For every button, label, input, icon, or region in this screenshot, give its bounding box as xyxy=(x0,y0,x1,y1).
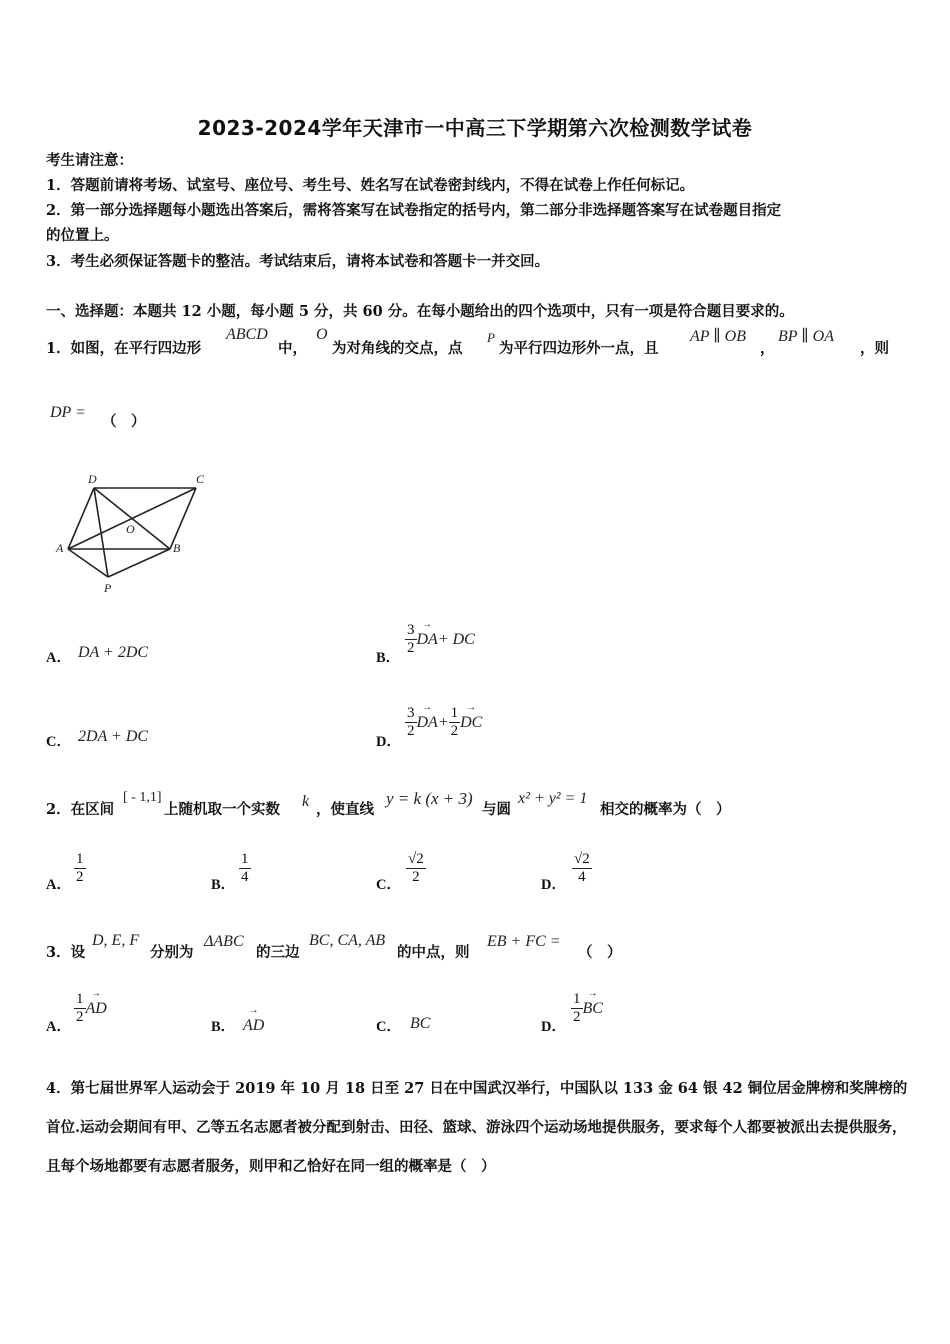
q3-answer-paren: （ ） xyxy=(578,944,622,961)
q3-math-sum: EB + FC = xyxy=(487,933,561,950)
edge-ap xyxy=(68,549,108,577)
q1-text-start: 1．如图，在平行四边形 xyxy=(46,340,202,357)
q4-text: 4．第七届世界军人运动会于 2019 年 10 月 18 日至 27 日在中国武汉举行，中国队以 133 金 64 银 42 铜位居金牌榜和奖牌榜的首位.运动会期间有甲、乙等五名志愿者被分配到射击、田径、篮球、游泳四个运动场地提供服务，要求每个人都要被派出去提供服务，且每个场地都要有志愿者服务，则甲和乙恰好在同一组的概率是（ ） xyxy=(46,1080,908,1175)
q3-option-d-fraction: $\frac{1}{2}$ xyxy=(573,991,581,1025)
q1-math-o: O xyxy=(316,326,328,343)
edge-bp xyxy=(108,549,170,577)
segment-dp xyxy=(94,488,108,577)
q2-option-d-fraction: $\frac{√2}{4}$ xyxy=(574,851,590,885)
label-c: C xyxy=(196,472,205,486)
q1-cond-2: BP ∥ OA xyxy=(778,328,834,345)
q1-text-1: 中， xyxy=(278,340,307,357)
q2-option-c-fraction: $\frac{√2}{2}$ xyxy=(408,851,424,885)
q3-option-c-label[interactable]: C． xyxy=(376,1019,401,1035)
q2-text-start: 2．在区间 xyxy=(46,801,115,818)
q2-option-b[interactable] xyxy=(239,851,251,886)
q2-option-d[interactable] xyxy=(572,851,592,886)
notice-item-2: 2．第一部分选择题每小题选出答案后，需将答案写在试卷指定的括号内，第二部分非选择题答案写在试卷题目指定 xyxy=(46,202,782,219)
label-a: A xyxy=(56,541,64,555)
q2-circle-equation: x² + y² = 1 xyxy=(518,790,588,807)
q2-option-a-label[interactable]: A． xyxy=(46,877,71,893)
q2-option-a[interactable] xyxy=(74,851,86,886)
q3-option-c[interactable]: BC xyxy=(410,1015,431,1032)
q3-option-d-vector-bc: → BC xyxy=(583,1000,603,1018)
q1-option-d-vector-dc: → DC xyxy=(460,714,482,732)
label-o: O xyxy=(126,522,135,536)
q2-option-c-label[interactable]: C． xyxy=(376,877,401,893)
q1-option-d[interactable] xyxy=(405,705,482,740)
q1-option-a[interactable]: DA + 2DC xyxy=(78,644,149,661)
q2-option-d-label[interactable]: D． xyxy=(541,877,566,893)
q3-option-a-vector-ad: → AD xyxy=(86,1000,107,1018)
q2-option-b-label[interactable]: B． xyxy=(211,877,236,893)
q2-text-3: 与圆 xyxy=(482,801,511,818)
q1-option-d-vector-da: → DA xyxy=(417,714,438,732)
q1-parallelogram-figure xyxy=(48,468,218,598)
q1-math-abcd: ABCD xyxy=(226,326,268,343)
q1-option-d-fraction-2: $\frac{1}{2}$ xyxy=(450,705,459,739)
q3-math-def: D, E, F xyxy=(92,932,140,949)
label-b: B xyxy=(173,541,181,555)
q1-cond-1: AP ∥ OB xyxy=(690,328,746,345)
q1-option-b-fraction: $\frac{3}{2}$ xyxy=(407,622,415,656)
q3-math-sides: BC, CA, AB xyxy=(309,932,386,949)
q3-option-d-label[interactable]: D． xyxy=(541,1019,566,1035)
notice-item-2-cont: 的位置上。 xyxy=(46,227,119,244)
q3-text-2: 的三边 xyxy=(256,944,300,961)
q1-math-dp: DP = xyxy=(50,404,86,421)
q1-answer-paren: （ ） xyxy=(102,413,146,430)
q2-option-b-fraction: $\frac{1}{4}$ xyxy=(241,851,249,885)
q1-option-d-plus: + xyxy=(437,714,449,731)
label-d: D xyxy=(88,472,97,486)
notice-item-3: 3．考生必须保证答题卡的整洁。考试结束后，请将本试卷和答题卡一并交回。 xyxy=(46,253,550,270)
diagonal-db xyxy=(94,488,170,549)
q1-option-c-label[interactable]: C． xyxy=(46,734,71,750)
q3-option-a-fraction: $\frac{1}{2}$ xyxy=(76,991,84,1025)
q1-option-d-label[interactable]: D． xyxy=(376,734,401,750)
q3-option-d[interactable] xyxy=(571,991,603,1026)
q2-option-c[interactable] xyxy=(406,851,426,886)
q2-interval: [ - 1,1] xyxy=(123,790,162,805)
q3-option-b-label[interactable]: B． xyxy=(211,1019,236,1035)
section-heading: 一、选择题：本题共 12 小题，每小题 5 分，共 60 分。在每小题给出的四个选项中，只有一项是符合题目要求的。 xyxy=(46,303,794,320)
edge-ad xyxy=(68,488,94,549)
q3-option-b[interactable]: → AD xyxy=(243,1017,264,1035)
q3-option-a-label[interactable]: A． xyxy=(46,1019,71,1035)
q3-option-a[interactable] xyxy=(74,991,107,1026)
q1-option-d-fraction-1: $\frac{3}{2}$ xyxy=(407,705,415,739)
q1-sep: ， xyxy=(760,340,775,357)
edge-cb xyxy=(170,488,196,549)
q1-option-b-rest: + DC xyxy=(437,631,475,648)
q1-text-4: ，则 xyxy=(860,340,889,357)
q3-math-triangle: ΔABC xyxy=(204,933,244,950)
notice-heading: 考生请注意： xyxy=(46,152,133,169)
page-title: 2023-2024学年天津市一中高三下学期第六次检测数学试卷 xyxy=(197,116,753,140)
q3-text-1: 分别为 xyxy=(150,944,194,961)
q1-option-b[interactable] xyxy=(405,622,475,657)
q1-text-3: 为平行四边形外一点，且 xyxy=(499,340,659,357)
q1-option-c[interactable]: 2DA + DC xyxy=(78,728,149,745)
q1-option-b-vector-da: → DA xyxy=(417,631,438,649)
q2-math-k: k xyxy=(302,793,310,810)
q2-option-a-fraction: $\frac{1}{2}$ xyxy=(76,851,84,885)
q2-text-4: 相交的概率为（ ） xyxy=(600,801,731,818)
q3-text-3: 的中点，则 xyxy=(397,944,470,961)
q1-option-b-label[interactable]: B． xyxy=(376,650,401,666)
q3-text-start: 3．设 xyxy=(46,944,86,961)
q2-text-1: 上随机取一个实数 xyxy=(164,801,280,818)
q2-text-2: ，使直线 xyxy=(316,801,374,818)
notice-item-1: 1．答题前请将考场、试室号、座位号、考生号、姓名写在试卷密封线内，不得在试卷上作任何标记。 xyxy=(46,177,695,194)
label-p: P xyxy=(104,581,112,595)
q1-option-a-label[interactable]: A． xyxy=(46,650,71,666)
q1-math-p: P xyxy=(487,330,495,345)
q2-line-equation: y = k (x + 3) xyxy=(386,789,473,808)
q1-text-2: 为对角线的交点，点 xyxy=(332,340,463,357)
